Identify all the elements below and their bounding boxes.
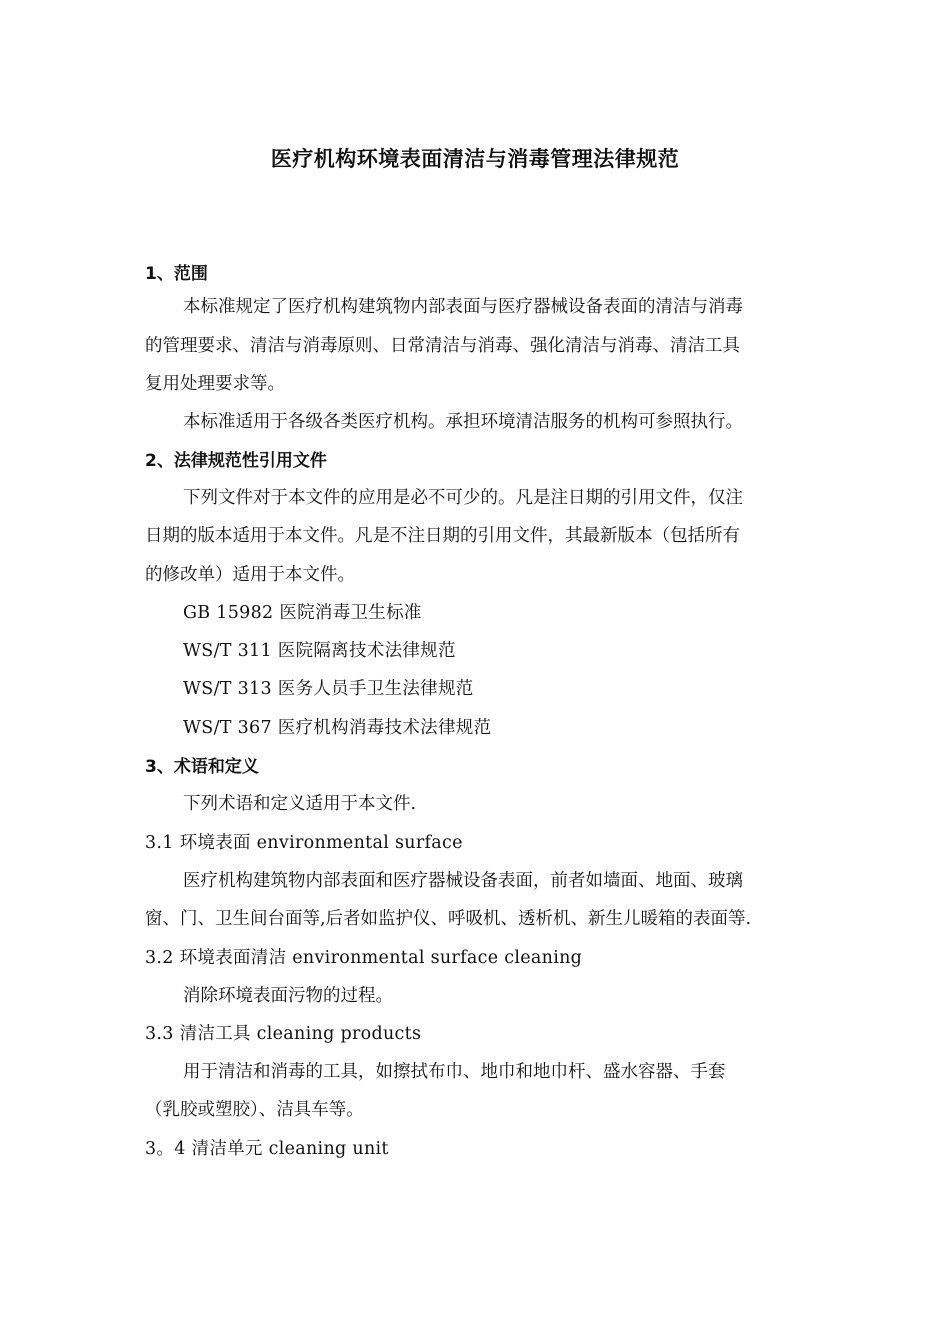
term-3-2-definition-line: 消除环境表面污物的过程。 <box>183 986 393 1006</box>
section-3-intro: 下列术语和定义适用于本文件. <box>183 794 417 814</box>
section-1-heading: 1、范围 <box>145 264 208 284</box>
document-title: 医疗机构环境表面清洁与消毒管理法律规范 <box>270 147 680 171</box>
term-3-2-heading: 3.2 环境表面清洁 environmental surface cleaning <box>145 948 583 968</box>
section-3-heading: 3、术语和定义 <box>145 757 259 777</box>
section-2-paragraph-line: 下列文件对于本文件的应用是必不可少的。凡是注日期的引用文件，仅注 <box>183 488 743 508</box>
reference-item: GB 15982 医院消毒卫生标准 <box>183 603 422 623</box>
section-2-heading: 2、法律规范性引用文件 <box>145 451 327 471</box>
section-1-paragraph-line: 本标准规定了医疗机构建筑物内部表面与医疗器械设备表面的清洁与消毒 <box>183 297 743 317</box>
term-3-1-heading: 3.1 环境表面 environmental surface <box>145 833 463 853</box>
term-3-3-definition-line: 用于清洁和消毒的工具，如擦拭布巾、地巾和地巾杆、盛水容器、手套 <box>183 1062 726 1082</box>
section-1-paragraph-line: 复用处理要求等。 <box>145 374 285 394</box>
section-2-paragraph-line: 日期的版本适用于本文件。凡是不注日期的引用文件，其最新版本（包括所有 <box>145 526 740 546</box>
reference-item: WS/T 311 医院隔离技术法律规范 <box>183 641 456 661</box>
reference-item: WS/T 367 医疗机构消毒技术法律规范 <box>183 718 492 738</box>
section-2-paragraph-line: 的修改单）适用于本文件。 <box>145 565 355 585</box>
section-1-paragraph-line: 的管理要求、清洁与消毒原则、日常清洁与消毒、强化清洁与消毒、清洁工具 <box>145 336 740 356</box>
term-3-3-definition-line: （乳胶或塑胶）、洁具车等。 <box>145 1100 364 1120</box>
term-3-1-definition-line: 窗、门、卫生间台面等,后者如监护仪、呼吸机、透析机、新生儿暖箱的表面等. <box>145 909 752 929</box>
reference-item: WS/T 313 医务人员手卫生法律规范 <box>183 679 474 699</box>
section-1-paragraph-2: 本标准适用于各级各类医疗机构。承担环境清洁服务的机构可参照执行。 <box>183 412 743 432</box>
term-3-3-heading: 3.3 清洁工具 cleaning products <box>145 1024 422 1044</box>
term-3-1-definition-line: 医疗机构建筑物内部表面和医疗器械设备表面，前者如墙面、地面、玻璃 <box>183 871 743 891</box>
term-3-4-heading: 3。4 清洁单元 cleaning unit <box>145 1139 389 1159</box>
